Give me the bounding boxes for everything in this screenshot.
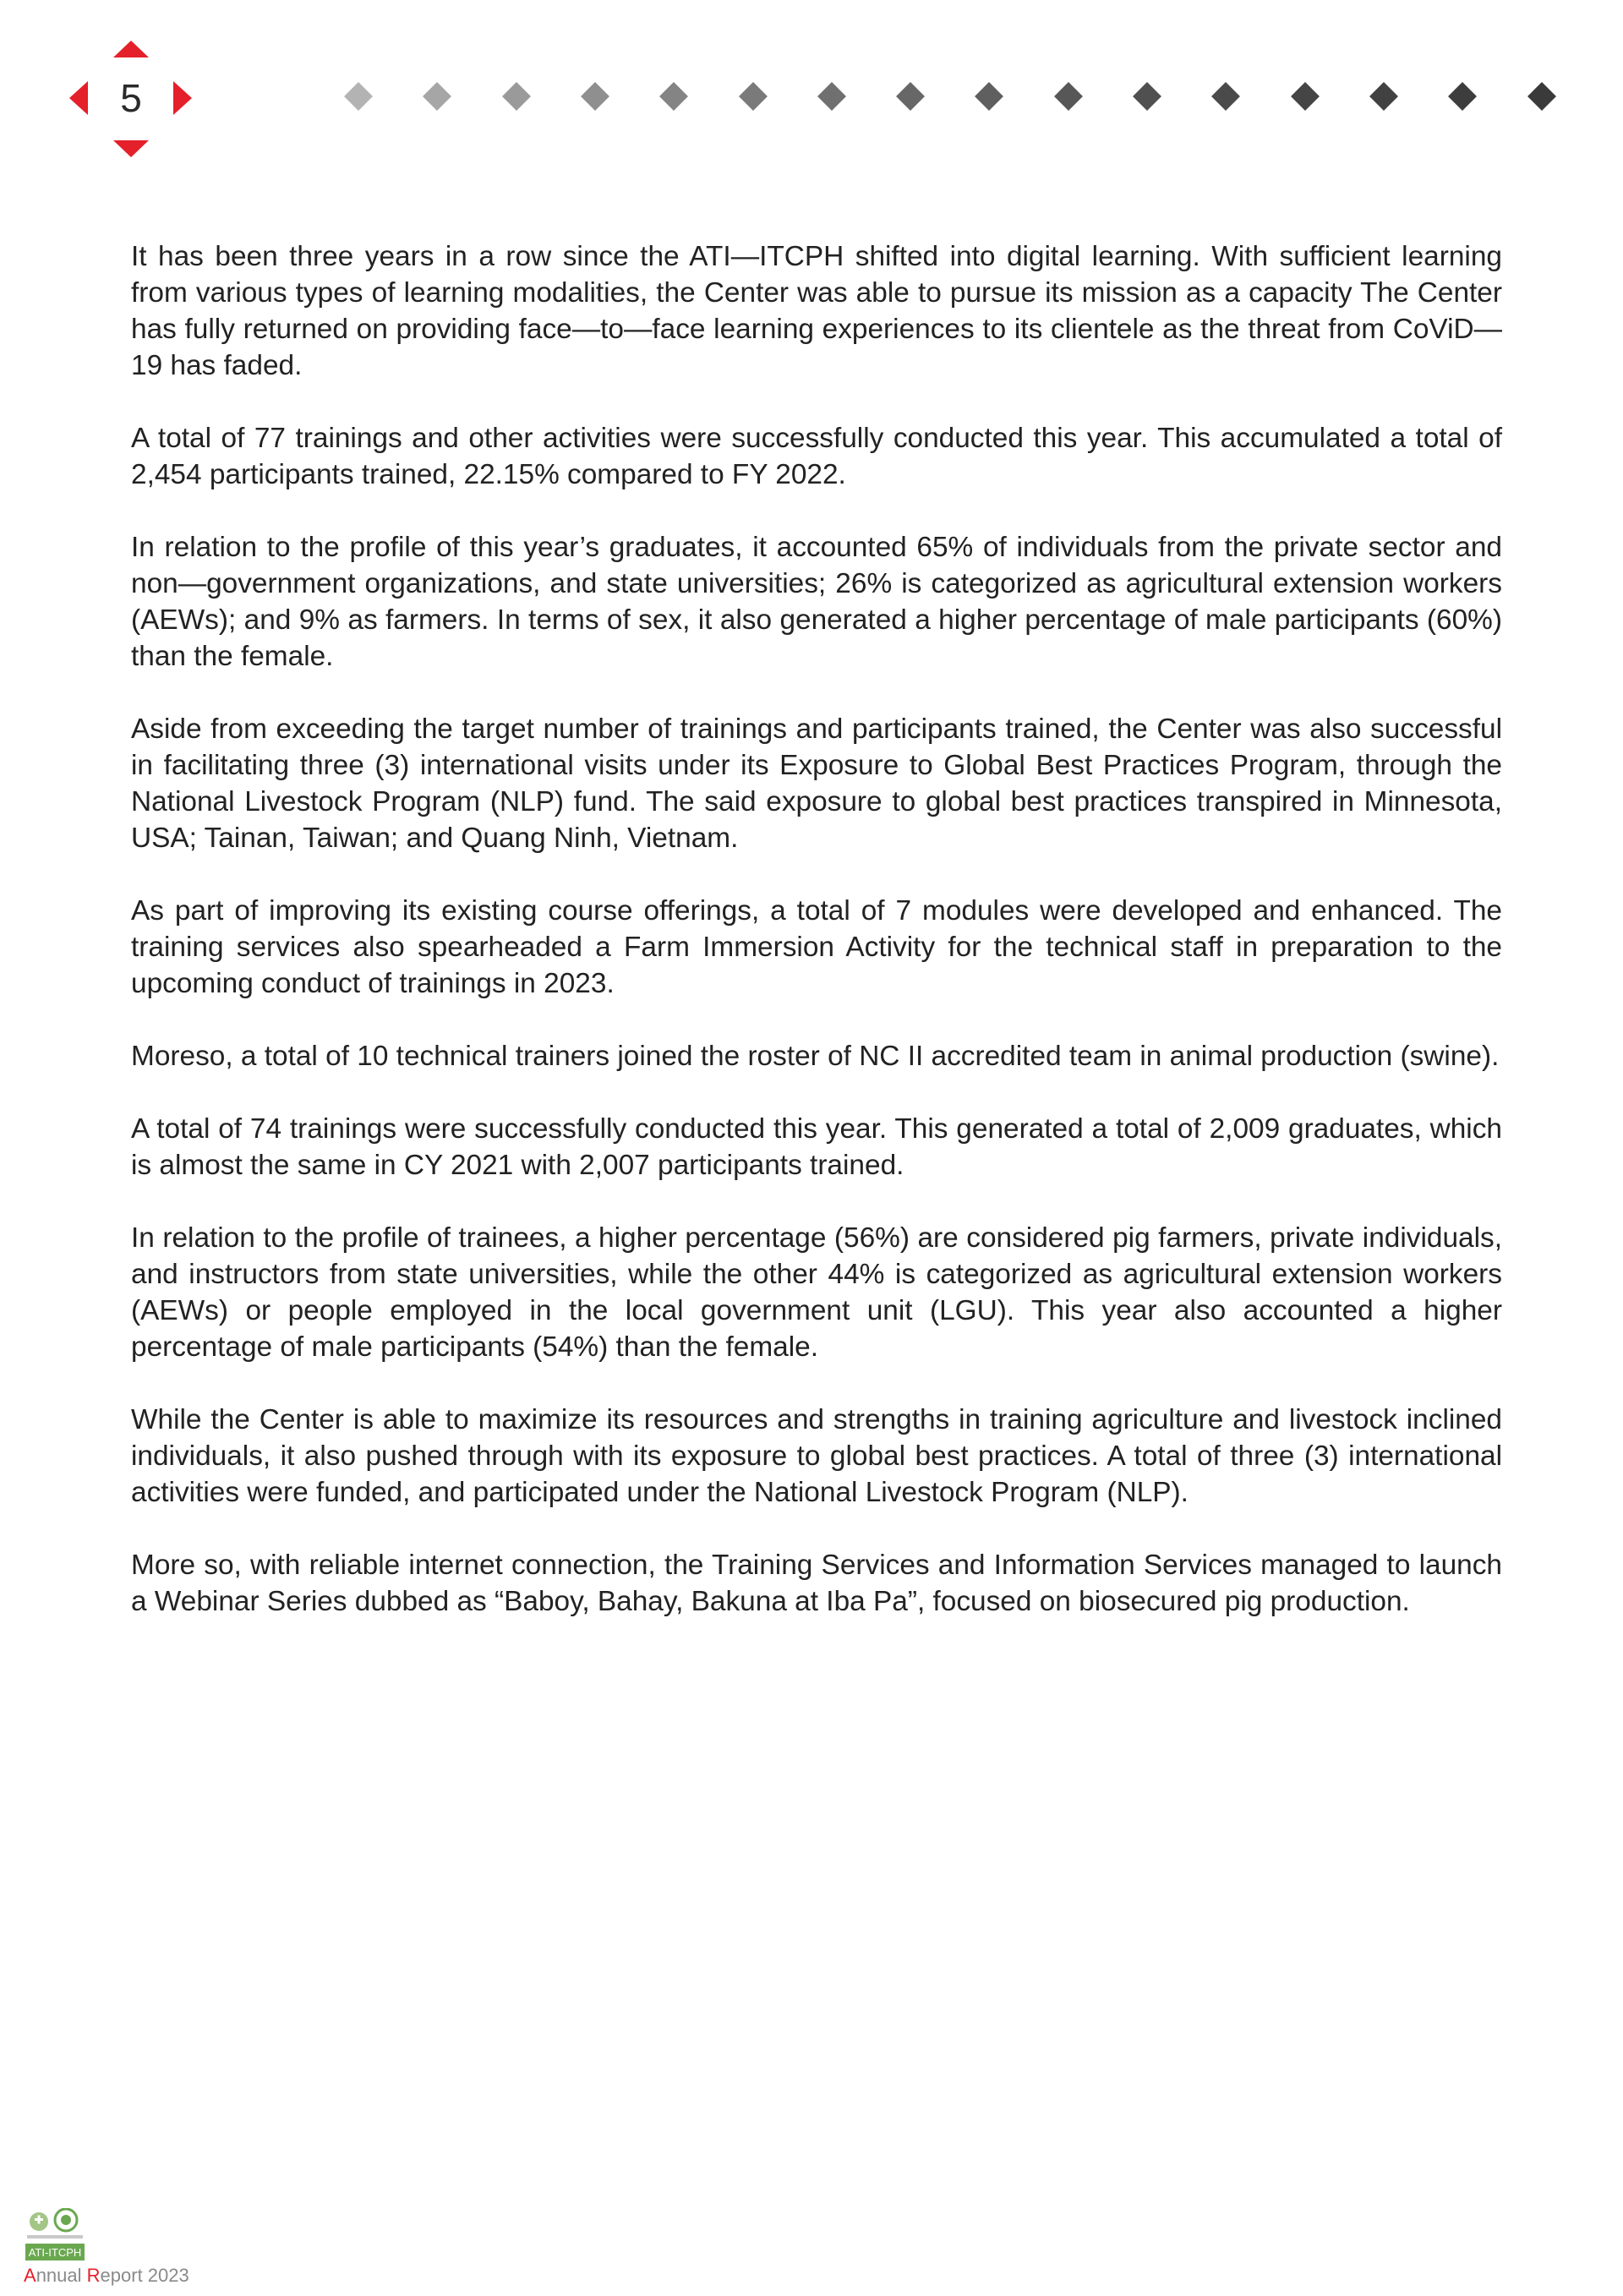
- footer-report-title: [24, 2264, 189, 2288]
- page-number: 5: [120, 76, 142, 120]
- footer-word-report: eport 2023: [100, 2265, 189, 2286]
- paragraph-7: A total of 74 trainings were successfully conducted this year. This generated a total of 2,009 graduates, which is almost the same in CY 2021 with 2,007 participants trained.: [131, 1113, 1502, 1181]
- ati-itcph-logo-icon: [24, 2208, 86, 2262]
- arrow-left-icon[interactable]: [69, 81, 88, 115]
- paragraph-5: As part of improving its existing course offerings, a total of 7 modules were developed and enhanced. The training services also spearheaded a Farm Immersion Activity for the technical staff in preparation to the upcoming conduct of trainings in 2023.: [131, 895, 1502, 999]
- diamond-icon: [896, 82, 925, 111]
- diamond-icon: [1054, 82, 1083, 111]
- arrow-down-icon[interactable]: [113, 140, 149, 157]
- paragraph-6: Moreso, a total of 10 technical trainers joined the roster of NC II accredited team in animal production (swine).: [131, 1041, 1500, 1072]
- diamond-icon: [1211, 82, 1240, 111]
- arrow-up-icon[interactable]: [113, 41, 149, 57]
- diamond-icon: [1133, 82, 1161, 111]
- diamond-icon: [423, 82, 451, 111]
- paragraph-4: Aside from exceeding the target number of trainings and participants trained, the Center was also successful in facilitating three (3) international visits under its Exposure to Global Best Practices Program, through the National Livestock Program (NLP) fund. The said exposure to global best practices transpired in Minnesota, USA; Tainan, Taiwan; and Quang Ninh, Vietnam.: [131, 713, 1502, 854]
- diamond-icon: [581, 82, 609, 111]
- diamond-icon: [1291, 82, 1320, 111]
- decorative-diamond-row: [348, 86, 1557, 120]
- footer-letter-r: R: [86, 2265, 101, 2286]
- body-text: [131, 238, 1502, 1656]
- diamond-icon: [1527, 82, 1556, 111]
- paragraph-3: In relation to the profile of this year’s graduates, it accounted 65% of individuals from the private sector and non—government organizations, and state universities; 26% is categorized as agricultural extension workers (AEWs); and 9% as farmers. In terms of sex, it also generated a higher percentage of male participants (60%) than the female.: [131, 532, 1502, 672]
- diamond-icon: [975, 82, 1003, 111]
- diamond-icon: [817, 82, 846, 111]
- footer-word-annual: nnual: [36, 2265, 87, 2286]
- diamond-icon: [659, 82, 688, 111]
- arrow-right-icon[interactable]: [173, 81, 192, 115]
- paragraph-9: While the Center is able to maximize its resources and strengths in training agriculture and livestock inclined individuals, it also pushed through with its exposure to global best practices. A total of three (3) international activities were funded, and participated under the National Livestock Program (NLP).: [131, 1404, 1502, 1508]
- diamond-icon: [1448, 82, 1477, 111]
- paragraph-10: More so, with reliable internet connection, the Training Services and Information Services managed to launch a Webinar Series dubbed as “Baboy, Bahay, Bakuna at Iba Pa”, focused on biosecured pig production.: [131, 1550, 1502, 1617]
- paragraph-2: A total of 77 trainings and other activities were successfully conducted this year. This accumulated a total of 2,454 participants trained, 22.15% compared to FY 2022.: [131, 423, 1502, 490]
- diamond-icon: [739, 82, 768, 111]
- logo-text: ATI-ITCPH: [28, 2246, 82, 2259]
- footer-letter-a: A: [24, 2265, 36, 2286]
- paragraph-1: It has been three years in a row since the ATI—ITCPH shifted into digital learning. With sufficient learning from various types of learning modalities, the Center was able to pursue its mission as a capacity The Center has fully returned on providing face—to—face learning experiences to its clientele as the threat from CoViD—19 has faded.: [131, 241, 1502, 381]
- page-navigation: [66, 37, 197, 161]
- diamond-icon: [344, 82, 373, 111]
- diamond-icon: [1369, 82, 1398, 111]
- paragraph-8: In relation to the profile of trainees, a higher percentage (56%) are considered pig farmers, private individuals, and instructors from state universities, while the other 44% is categorized as agricultural extension workers (AEWs) or people employed in the local government unit (LGU). This year also accounted a higher percentage of male participants (54%) than the female.: [131, 1222, 1502, 1363]
- diamond-icon: [502, 82, 531, 111]
